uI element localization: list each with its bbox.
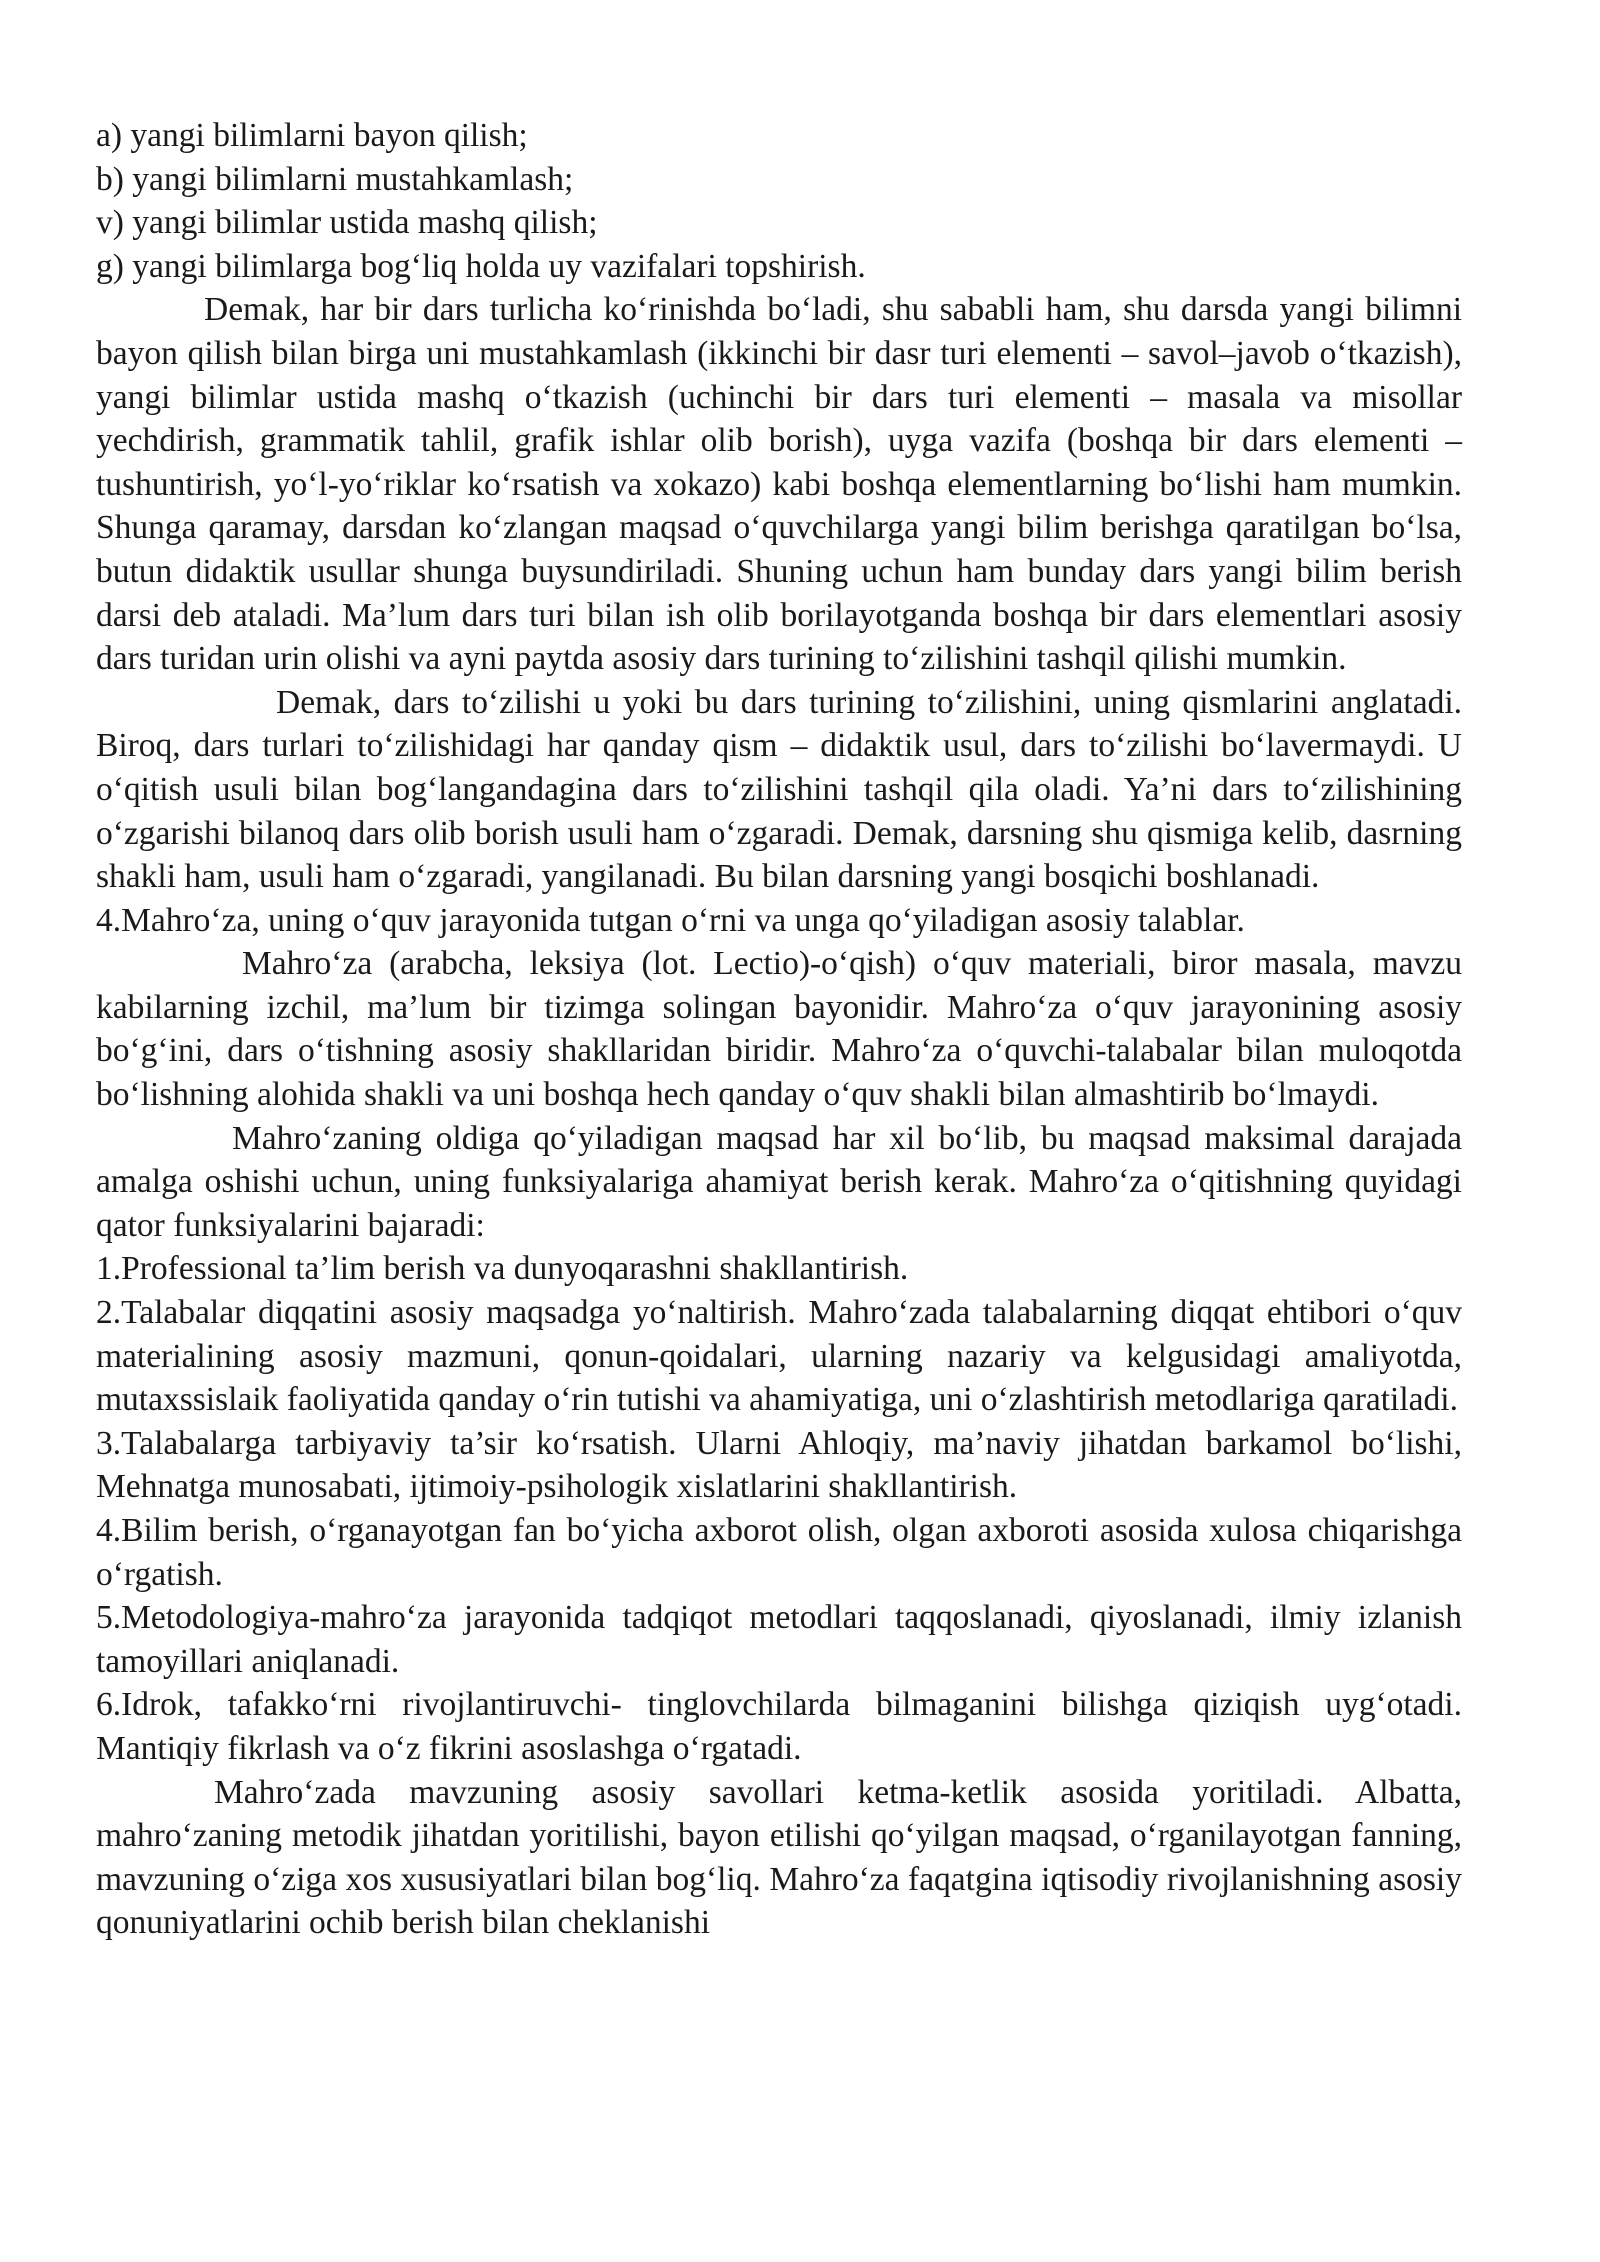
section-heading-lecture: 4.Mahro‘za, uning o‘quv jarayonida tutgan o‘rni va unga qo‘yiladigan asosiy talablar. xyxy=(96,901,1245,939)
paragraph-lesson-structure: Demak, har bir dars turlicha ko‘rinishda bo‘ladi, shu sababli ham, shu darsda yangi bilimni bayon qilish bilan birga uni mustahkamlash (ikkinchi bir dasr turi elementi – savol–javob o‘tkazish), yangi bilimlar ustida mashq o‘tkazish (uchinchi bir dars turi elementi – masala va misollar yechdirish, grammatik tahlil, grafik ishlar olib borish), uyga vazifa (boshqa bir dars elementi – tushuntirish, yo‘l-yo‘riklar ko‘rsatish va xokazo) kabi boshqa elementlarning bo‘lishi ham mumkin. Shunga qaramay, darsdan ko‘zlangan maqsad o‘quvchilarga yangi bilim berishga qaratilgan bo‘lsa, butun didaktik usullar shunga buysundiriladi. Shuning uchun ham bunday dars yangi bilim berish darsi deb ataladi. Ma’lum dars turi bilan ish olib borilayotganda boshqa bir dars elementlari asosiy dars turidan urin olishi va ayni paytda asosiy dars turining to‘zilishini tashqil qilishi mumkin. xyxy=(96,291,1462,678)
function-item-2: 2.Talabalar diqqatini asosiy maqsadga yo‘naltirish. Mahro‘zada talabalarning diqqat ehtibori o‘quv materialining asosiy mazmuni, qonun-qoidalari, ularning nazariy va kelgusidagi amaliyotda, mutaxssislaik faoliyatida qanday o‘rin tutishi va ahamiyatiga, uni o‘zlashtirish metodlariga qaratiladi. xyxy=(96,1294,1462,1419)
paragraph-lecture-method: Mahro‘zada mavzuning asosiy savollari ketma-ketlik asosida yoritiladi. Albatta, mahro‘zaning metodik jihatdan yoritilishi, bayon etilishi qo‘yilgan maqsad, o‘rganilayotgan fanning, mavzuning o‘ziga xos xususiyatlari bilan bog‘liq. Mahro‘za faqatgina iqtisodiy rivojlanishning asosiy qonuniyatlarini ochib berish bilan cheklanishi xyxy=(96,1773,1462,1942)
function-item-6: 6.Idrok, tafakko‘rni rivojlantiruvchi- tinglovchilarda bilmaganini bilishga qiziqish uyg‘otadi. Mantiqiy fikrlash va o‘z fikrini asoslashga o‘rgatadi. xyxy=(96,1686,1462,1767)
paragraph-lesson-parts: Demak, dars to‘zilishi u yoki bu dars turining to‘zilishini, uning qismlarini anglatadi. Biroq, dars turlari to‘zilishidagi har qanday qism – didaktik usul, dars to‘zilishi bo‘lavermaydi. U o‘qitish usuli bilan bog‘langandagina dars to‘zilishini tashqil qila oladi. Ya’ni dars to‘zilishining o‘zgarishi bilanoq dars olib borish usuli ham o‘zgaradi. Demak, darsning shu qismiga kelib, dasrning shakli ham, usuli ham o‘zgaradi, yangilanadi. Bu bilan darsning yangi bosqichi boshlanadi. xyxy=(96,683,1462,896)
list-item-b: b) yangi bilimlarni mustahkamlash; xyxy=(96,160,574,198)
paragraph-lecture-definition: Mahro‘za (arabcha, leksiya (lot. Lectio)-o‘qish) o‘quv materiali, biror masala, mavzu kabilarning izchil, ma’lum bir tizimga solingan bayonidir. Mahro‘za o‘quv jarayonining asosiy bo‘g‘ini, dars o‘tishning asosiy shakllaridan biridir. Mahro‘za o‘quvchi-talabalar bilan muloqotda bo‘lishning alohida shakli va uni boshqa hech qanday o‘quv shakli bilan almashtirib bo‘lmaydi. xyxy=(96,945,1462,1114)
list-item-a: a) yangi bilimlarni bayon qilish; xyxy=(96,117,528,154)
list-item-v: v) yangi bilimlar ustida mashq qilish; xyxy=(96,204,598,242)
document-page xyxy=(96,114,1462,1945)
function-item-3: 3.Talabalarga tarbiyaviy ta’sir ko‘rsatish. Ularni Ahloqiy, ma’naviy jihatdan barkamol bo‘lishi, Mehnatga munosabati, ijtimoiy-psihologik xislatlarini shakllantirish. xyxy=(96,1424,1462,1506)
function-item-5: 5.Metodologiya-mahro‘za jarayonida tadqiqot metodlari taqqoslanadi, qiyoslanadi, ilmiy izlanish tamoyillari aniqlanadi. xyxy=(96,1599,1462,1680)
function-item-4: 4.Bilim berish, o‘rganayotgan fan bo‘yicha axborot olish, olgan axboroti asosida xulosa chiqarishga o‘rgatish. xyxy=(96,1512,1462,1593)
paragraph-lecture-goals: Mahro‘zaning oldiga qo‘yiladigan maqsad har xil bo‘lib, bu maqsad maksimal darajada amalga oshishi uchun, uning funksiyalariga ahamiyat berish kerak. Mahro‘za o‘qitishning quyidagi qator funksiyalarini bajaradi: xyxy=(96,1119,1462,1244)
function-item-1: 1.Professional ta’lim berish va dunyoqarashni shakllantirish. xyxy=(96,1250,909,1288)
list-item-g: g) yangi bilimlarga bog‘liq holda uy vazifalari topshirish. xyxy=(96,247,866,285)
